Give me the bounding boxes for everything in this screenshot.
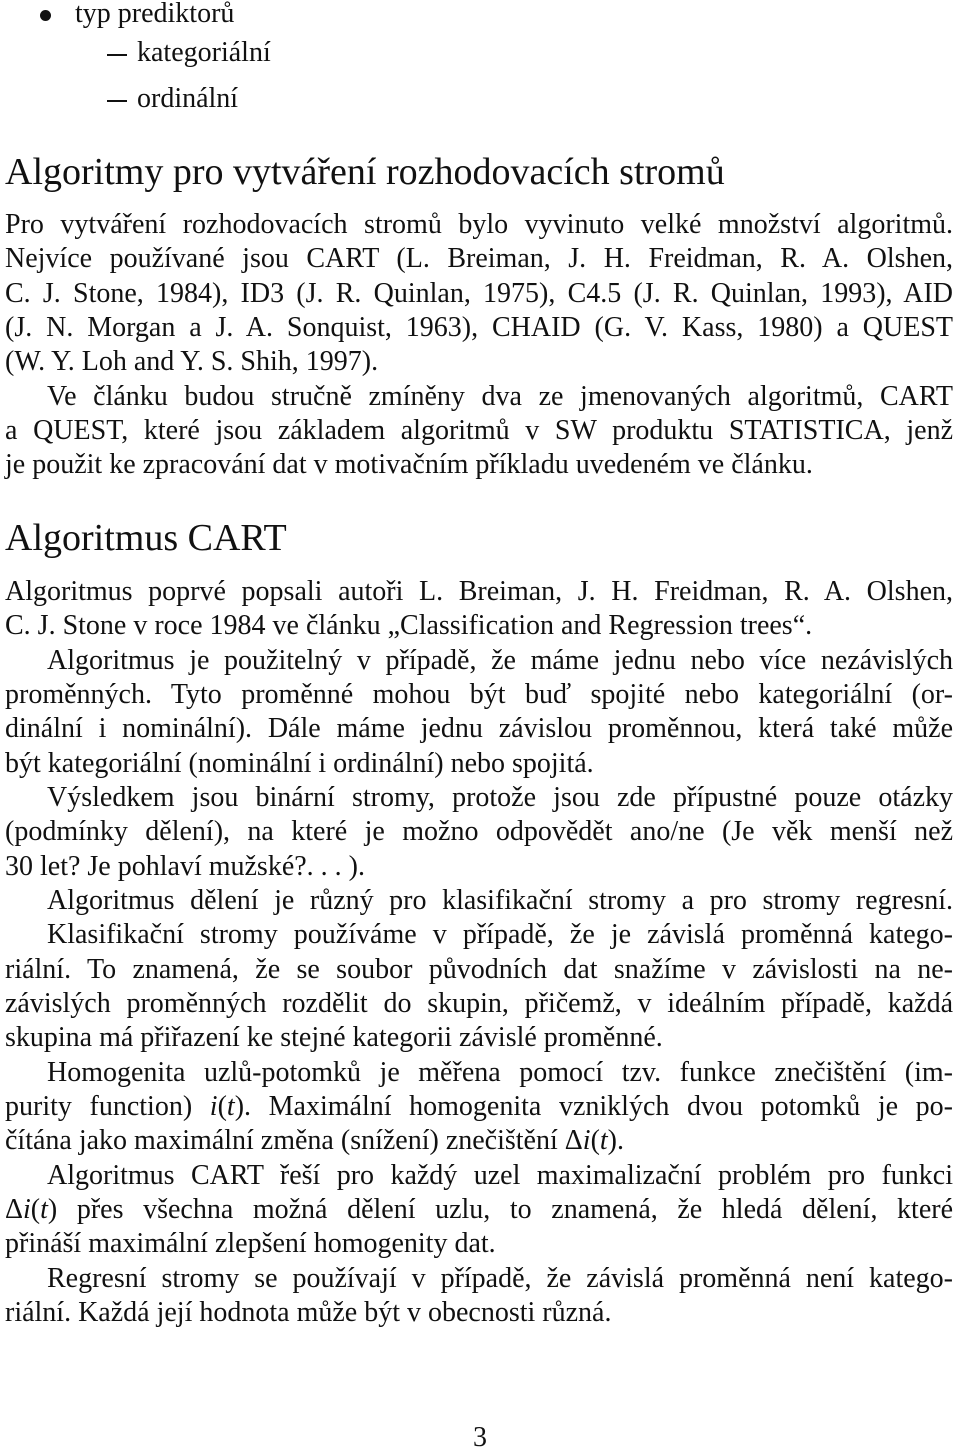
list-item-label: typ prediktorů: [75, 0, 235, 29]
text-line: Regresní stromy se používají v případě, že závislá proměnná není katego-: [47, 1262, 953, 1294]
math-variable: i: [582, 1125, 591, 1157]
text-run: ). Maximální homogenita vzniklých dvou potomků je po-: [234, 1090, 954, 1122]
text-run: čítána jako maximální změna (snížení) znečištění Δ: [5, 1125, 583, 1157]
text-line: C. J. Stone, 1984), ID3 (J. R. Quinlan, 1975), C4.5 (J. R. Quinlan, 1993), AID: [5, 277, 953, 309]
text-line: (podmínky dělení), na které je možno odpovědět ano/ne (Je věk menší než: [5, 816, 953, 848]
text-line: Algoritmus je použitelný v případě, že máme jednu nebo více nezávislých: [47, 644, 953, 676]
paragraph: [5, 208, 953, 380]
paragraph: [5, 380, 953, 483]
text-line: Homogenita uzlů-potomků je měřena pomocí tzv. funkce znečištění (im-: [47, 1056, 953, 1088]
sub-list-item: [137, 82, 239, 114]
text-line: Pro vytváření rozhodovacích stromů bylo vyvinuto velké množství algoritmů.: [5, 209, 953, 240]
text-line: závislých proměnných rozdělit do skupin, přičemž, v ideálním případě, každá: [5, 987, 953, 1019]
section-heading-algorithms: Algoritmy pro vytváření rozhodovacích stromů: [5, 151, 725, 193]
section-body: [5, 208, 953, 483]
paragraph: [5, 644, 953, 781]
text-run: purity function): [5, 1090, 210, 1122]
section-heading-cart: Algoritmus CART: [5, 517, 287, 559]
text-run: (: [590, 1125, 600, 1157]
text-line: Algoritmus poprvé popsali autoři L. Breiman, J. H. Freidman, R. A. Olshen,: [5, 576, 953, 607]
text-line: [5, 1193, 953, 1227]
text-line: 30 let? Je pohlaví mužské?. . . ).: [5, 850, 366, 882]
text-run: ).: [607, 1125, 624, 1157]
text-line: Algoritmus dělení je různý pro klasifikační stromy a pro stromy regresní.: [47, 884, 953, 916]
text-line: proměnných. Tyto proměnné mohou být buď spojité nebo kategoriální (or-: [5, 678, 953, 710]
text-run: ) přes všechna možná dělení uzlu, to znamená, že hledá dělení, které: [47, 1193, 953, 1225]
text-line: je použit ke zpracování dat v motivačním příkladu uvedeném ve článku.: [5, 449, 813, 481]
dash-marker-icon: [107, 54, 127, 56]
text-line: C. J. Stone v roce 1984 ve článku „Classification and Regression trees“.: [5, 610, 813, 642]
text-run: (: [30, 1193, 41, 1225]
paragraph: [5, 918, 953, 1055]
math-variable: i: [209, 1090, 218, 1122]
text-line: [5, 1124, 953, 1158]
sub-list-item-label: ordinální: [137, 82, 239, 114]
math-variable: t: [599, 1125, 608, 1157]
text-line: být kategoriální (nominální i ordinální) nebo spojitá.: [5, 747, 594, 779]
paragraph: [5, 781, 953, 884]
bullet-icon: [40, 10, 51, 21]
text-run: Δ: [5, 1193, 24, 1225]
text-line: [5, 1090, 953, 1124]
text-line: skupina má přiřazení ke stejné kategorii závislé proměnné.: [5, 1022, 663, 1054]
list-item: [75, 0, 234, 28]
text-line: Výsledkem jsou binární stromy, protože jsou zde přípustné pouze otázky: [47, 781, 953, 813]
text-line: dinální i nominální). Dále máme jednu závislou proměnnou, která také může: [5, 713, 953, 745]
section-body: [5, 575, 953, 1330]
text-line: Nejvíce používané jsou CART (L. Breiman, J. H. Freidman, R. A. Olshen,: [5, 243, 953, 275]
text-line: (W. Y. Loh and Y. S. Shih, 1997).: [5, 346, 379, 378]
sub-list-item: [137, 36, 271, 68]
dash-marker-icon: [107, 100, 127, 102]
text-line: Klasifikační stromy používáme v případě, že je závislá proměnná katego-: [47, 919, 953, 951]
sub-list-item-label: kategoriální: [137, 36, 271, 68]
page-number: 3: [473, 1422, 487, 1451]
text-line: přináší maximální zlepšení homogenity dat.: [5, 1228, 496, 1260]
math-variable: i: [23, 1193, 31, 1225]
math-variable: t: [40, 1193, 48, 1225]
text-line: a QUEST, které jsou základem algoritmů v SW produktu STATISTICA, jenž: [5, 414, 953, 446]
paragraph: [5, 575, 953, 644]
text-line: riální. Každá její hodnota může být v obecnosti různá.: [5, 1296, 612, 1328]
paragraph: [5, 1056, 953, 1159]
paragraph: [5, 1159, 953, 1262]
text-line: Ve článku budou stručně zmíněny dva ze jmenovaných algoritmů, CART: [47, 380, 953, 412]
text-line: riální. To znamená, že se soubor původních dat snažíme v závislosti na ne-: [5, 953, 953, 985]
text-run: (: [217, 1090, 227, 1122]
paragraph: [5, 884, 953, 918]
text-line: Algoritmus CART řeší pro každý uzel maximalizační problém pro funkci: [47, 1159, 953, 1191]
math-variable: t: [226, 1090, 235, 1122]
paragraph: [5, 1262, 953, 1331]
text-line: (J. N. Morgan a J. A. Sonquist, 1963), CHAID (G. V. Kass, 1980) a QUEST: [5, 311, 953, 343]
